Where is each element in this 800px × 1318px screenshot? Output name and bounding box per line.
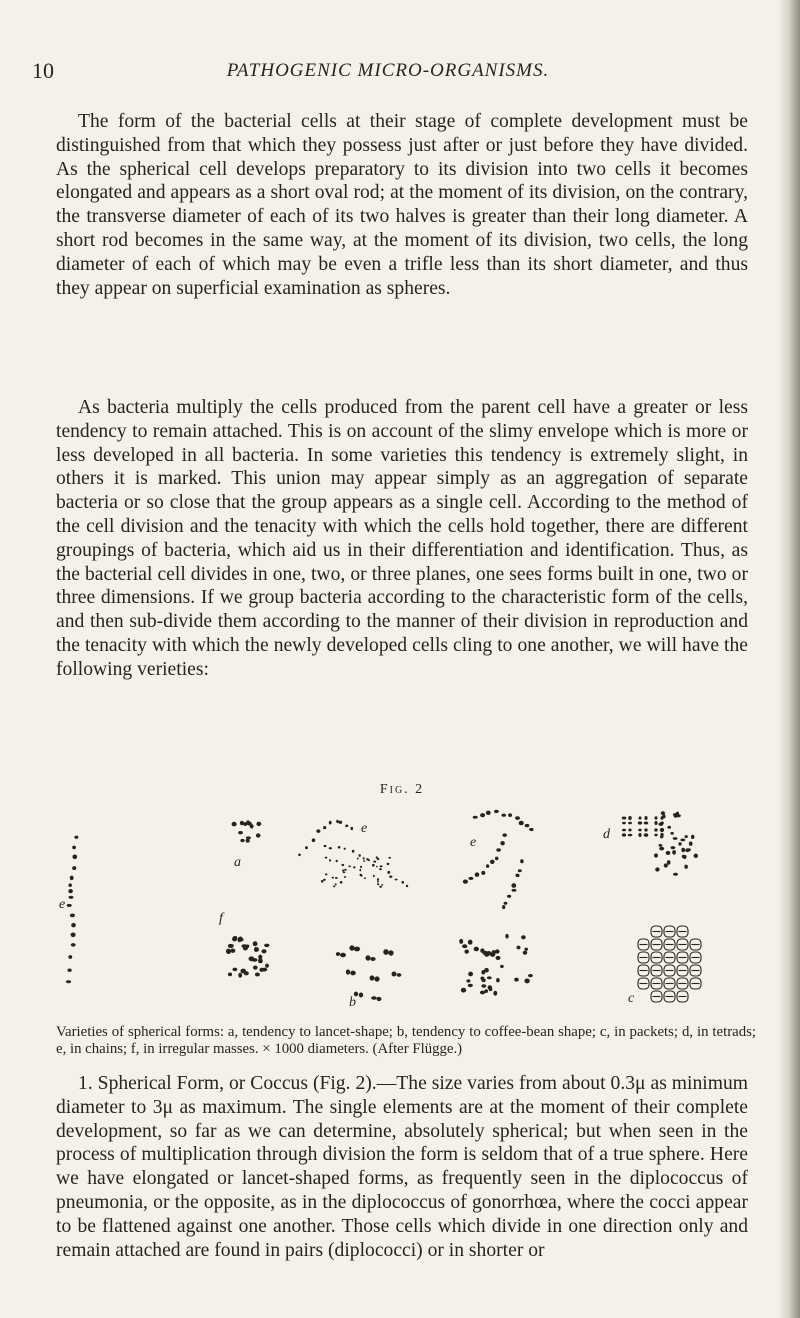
coccus-dot [392,972,397,977]
coccus-dot [329,821,332,825]
figure-label: Fig. 2 [379,782,425,797]
coccus-dot [521,935,526,939]
coccus-dot [342,870,344,872]
coccus-dot [325,873,328,875]
coccus-dot [262,968,267,972]
coccus-dot [666,851,671,855]
coccus-dot [512,889,517,892]
coccus-dot [664,863,668,867]
coccus-dot [335,877,338,879]
coccus-dot [256,833,261,837]
coccus-dot [364,877,366,879]
coccus-dot [389,876,392,878]
coccus-dot [305,846,308,849]
coccus-dot [644,833,649,837]
coccus-dot [673,837,678,840]
letter-f: f [219,911,223,926]
coccus-dot [654,821,657,825]
coccus-dot [474,947,479,952]
coccus-dot [685,835,688,838]
coccus-dot [507,895,511,898]
coccus-dot [68,896,73,899]
coccus-dot [628,828,631,831]
coccus-dot [336,860,338,862]
coccus-dot [265,964,269,968]
coccus-dot [354,947,360,952]
coccus-dot [487,976,492,979]
coccus-dot [628,816,631,820]
coccus-dot [500,841,504,846]
coccus-dot [468,940,473,945]
coccus-dot [363,857,365,859]
coccus-dot [68,889,73,893]
coccus-dot [524,978,529,983]
coccus-dot [67,904,72,907]
coccus-dot [239,936,243,941]
coccus-dot [644,816,647,820]
coccus-dot [71,923,76,927]
coccus-dot [660,828,664,832]
coccus-dot [528,974,533,977]
coccus-dot [473,816,478,819]
coccus-dot [70,914,75,918]
coccus-dot [71,932,76,937]
coccus-dot [687,848,690,851]
coccus-dot [659,847,664,851]
coccus-dot [344,876,346,878]
coccus-dot [673,873,678,876]
coccus-dot [658,844,662,847]
coccus-dot [230,949,235,953]
coccus-dot [72,854,77,859]
coccus-dot [72,866,76,870]
coccus-dot [388,950,393,955]
coccus-dot [406,885,408,888]
coccus-dot [359,869,361,872]
coccus-dot [508,813,512,817]
coccus-dot [388,857,391,859]
coccus-dot [264,944,269,948]
coccus-dot [387,871,390,874]
coccus-dot [622,817,627,820]
figure-caption: Varieties of spherical forms: a, tendency to lancet-shape; b, tendency to coffee-bean shape; c, in packets; d, in tetrads; e, in chains; f, in irregular masses. × 1000 diameters. (After Flügge.) [56,1024,756,1057]
coccus-dot [338,846,341,849]
coccus-dot [68,883,71,887]
coccus-dot [363,860,365,862]
coccus-dot [395,879,398,881]
coccus-dot [638,829,642,832]
coccus-dot [496,956,501,960]
coccus-dot [376,856,378,858]
coccus-dot [238,973,242,978]
coccus-dot [74,836,78,839]
coccus-dot [459,939,463,944]
coccus-dot [638,833,641,837]
coccus-dot [670,846,675,849]
letter-e-left: e [59,897,66,912]
coccus-dot [226,949,231,954]
figure-illustration [56,806,748,1016]
coccus-dot [658,823,663,826]
coccus-dot [244,971,249,975]
coccus-dot [468,877,473,880]
coccus-dot [525,824,530,827]
coccus-dot [261,949,266,953]
coccus-dot [331,877,334,879]
coccus-dot [353,866,355,868]
page-number: 10 [32,58,54,83]
coccus-dot [333,885,335,887]
figure-2 [56,782,748,1022]
coccus-dot [380,865,383,867]
coccus-dot [324,845,327,847]
coccus-dot [402,881,404,884]
coccus-dot [323,879,326,881]
coccus-dot [496,848,501,852]
letter-d: d [603,827,610,842]
coccus-dot [349,945,354,950]
coccus-dot [654,828,657,831]
coccus-dot [496,978,500,982]
coccus-dot [529,828,533,831]
coccus-dot [490,860,495,864]
coccus-dot [683,855,687,859]
coccus-dot [694,854,698,858]
coccus-dot [254,947,258,952]
coccus-dot [628,822,632,825]
coccus-dot [462,944,467,948]
coccus-dot [622,833,626,836]
coccus-dot [68,955,72,959]
coccus-dot [511,883,516,887]
coccus-dot [359,993,363,998]
coccus-dot [644,822,649,825]
coccus-dot [661,811,665,815]
coccus-dot [655,816,658,819]
coccus-dot [246,836,251,839]
coccus-dot [397,973,402,977]
coccus-dot [253,941,258,946]
coccus-dot [466,979,470,982]
coccus-dot [341,864,344,866]
coccus-dot [228,944,234,948]
coccus-dot [622,822,626,825]
coccus-dot [360,866,362,868]
coccus-dot [505,934,508,939]
coccus-dot [377,997,382,1001]
coccus-dot [232,822,237,827]
coccus-dot [387,863,390,865]
coccus-dot [481,978,485,982]
coccus-dot [351,827,354,830]
coccus-dot [70,876,74,881]
coccus-dot [312,838,316,842]
coccus-dot [359,874,362,876]
coccus-dot [323,826,326,829]
coccus-dot [628,834,633,837]
coccus-dot [501,814,506,817]
page-header [32,58,744,86]
coccus-dot [373,861,376,863]
coccus-dot [519,821,524,825]
coccus-dot [678,842,681,846]
page-edge-shadow [778,0,800,1318]
coccus-dot [340,881,343,884]
coccus-dot [379,886,382,888]
coccus-dot [515,874,519,878]
coccus-dot [238,831,243,834]
coccus-dot [676,814,681,817]
coccus-dot [71,943,76,947]
coccus-dot [240,839,244,842]
coccus-dot [495,857,499,861]
coccus-dot [377,883,379,885]
coccus-dot [475,872,480,877]
coccus-dot [502,905,505,909]
coccus-dot [371,996,377,1000]
coccus-dot [480,948,484,953]
letter-b: b [349,995,356,1010]
coccus-dot [639,816,642,819]
coccus-dot [480,813,485,817]
coccus-dot [346,969,350,974]
coccus-dot [461,988,466,993]
coccus-dot [72,846,76,850]
coccus-dot [253,966,258,970]
coccus-dot [654,834,657,837]
coccus-dot [691,835,694,839]
coccus-dot [383,949,389,955]
coccus-dot [298,854,301,857]
paragraph-cell-form: The form of the bacterial cells at their stage of complete development must be distinguished from that which they possess just after or just before they have divided. As the spherical cell develops preparatory to its division into two cells it becomes elongated and appears as a short oval rod; at the moment of its division, on the contrary, the transverse diameter of each of its two halves is greater than their long diameter. A short rod becomes in the same way, at the moment of its division, two cells, the long diameter of each of which may be even a trifle less than its short diameter, and thus they appear on superficial examination as spheres. [56,111,748,299]
coccus-dot [233,936,237,939]
coccus-dot [494,810,499,813]
coccus-dot [350,971,356,976]
coccus-dot [255,973,260,977]
coccus-dot [638,821,642,824]
coccus-dot [348,865,351,867]
coccus-dot [376,866,378,868]
coccus-dot [373,875,375,877]
coccus-dot [321,880,324,883]
letter-c: c [628,991,635,1006]
coccus-dot [359,854,361,857]
coccus-dot [464,950,469,954]
coccus-dot [344,848,346,850]
coccus-dot [377,878,379,880]
coccus-dot [258,959,263,964]
coccus-dot [680,839,685,842]
coccus-dot [365,955,370,960]
coccus-dot [343,872,346,874]
coccus-dot [520,859,524,863]
paragraph-spherical-form: 1. Spherical Form, or Coccus (Fig. 2).—The size varies from about 0.3μ as minimum diameter to 3μ as maximum. The single elements are at the moment of their complete development, so far as we can determine, absolutely spherical; but when seen in the process of multiplication through division the form is seldom that of a true sphere. Here we have elongated or lancet-shaped forms, as frequently seen in the diplococcus of pneumonia, or the opposite, as in the diplococcus of gonorrhœa, where the cocci appear to be flattened against one another. Those cells which divide in one direction only and remain attached are found in pairs (diplococci) or in shorter or [56,1073,748,1261]
coccus-dot [325,857,328,859]
coccus-dot [486,864,489,868]
coccus-dot [67,969,71,972]
coccus-dot [381,884,383,886]
coccus-dot [488,985,492,989]
coccus-dot [256,822,261,826]
coccus-dot [480,991,485,995]
letter-e-right: e [470,835,477,850]
coccus-dot [493,991,497,996]
coccus-dot [336,820,339,823]
coccus-dot [335,883,337,885]
coccus-dot [247,822,252,826]
coccus-dot [357,857,359,859]
coccus-dot [345,825,348,828]
coccus-dot [622,829,626,832]
coccus-dot [644,828,647,831]
coccus-dot [504,902,508,905]
coccus-dot [372,864,375,867]
coccus-dot [684,865,688,869]
coccus-dot [228,973,232,977]
coccus-dot [243,946,248,951]
coccus-dot [514,978,519,982]
coccus-dot [370,975,375,980]
coccus-dot [379,868,382,870]
coccus-dot [336,952,340,956]
coccus-dot [500,965,504,968]
coccus-dot [515,816,520,820]
coccus-dot [316,829,320,832]
coccus-dot [667,860,671,864]
coccus-dot [484,953,489,957]
coccus-dot [340,953,346,958]
coccus-dot [481,871,485,875]
letter-e-mid: e [361,821,368,836]
coccus-dot [329,859,331,862]
coccus-dot [344,869,346,871]
coccus-dot [523,951,528,955]
coccus-dot [232,968,237,972]
coccus-dot [352,850,355,853]
coccus-dot [681,848,685,852]
coccus-dot [486,811,491,815]
coccus-dot [329,847,332,849]
coccus-dot [368,859,370,861]
coccus-dot [670,832,673,835]
paragraph-cell-grouping: As bacteria multiply the cells produced from the parent cell have a greater or less tendency to remain attached. This is on account of the slimy envelope which is more or less developed in all bacteria. In some varieties this tendency is extremely slight, in others it is marked. This union may appear simply as an aggregation of separate bacteria or so close that the group appears as a single cell. According to the method of the cell division and the tenacity with which the cells hold together, there are different groupings of bacteria, which aid us in their differentiation and identification. Thus, as the bacterial cell divides in one, two, or three planes, one sees forms built in one, two or three dimensions. If we group bacteria according to the characteristic form of the cells, and then sub-divide them according to the manner of their division in reproduction and the tenacity with which the newly developed cells cling to one another, we will have the following verieties: [56,397,748,680]
coccus-dot [481,984,486,988]
coccus-dot [689,842,693,846]
coccus-dot [660,836,663,839]
running-title: PATHOGENIC MICRO-ORGANISMS. [226,60,550,81]
coccus-dot [667,826,671,829]
coccus-dot [374,976,379,981]
coccus-dot [370,957,375,961]
coccus-dot [339,821,343,824]
coccus-dot [655,867,659,871]
coccus-dot [495,949,500,953]
coccus-dot [377,880,379,882]
coccus-dot [524,948,528,951]
coccus-dot [484,968,489,973]
coccus-dot [243,822,247,826]
coccus-dot [468,984,473,987]
coccus-dot [672,850,676,854]
coccus-dot [502,833,506,837]
coccus-dot [468,972,473,977]
coccus-dot [66,980,71,983]
coccus-dot [654,853,658,857]
letter-a: a [234,855,241,870]
coccus-dot [463,879,468,883]
coccus-dot [517,946,521,950]
coccus-dot [518,869,522,872]
coccus-dot [249,956,255,961]
